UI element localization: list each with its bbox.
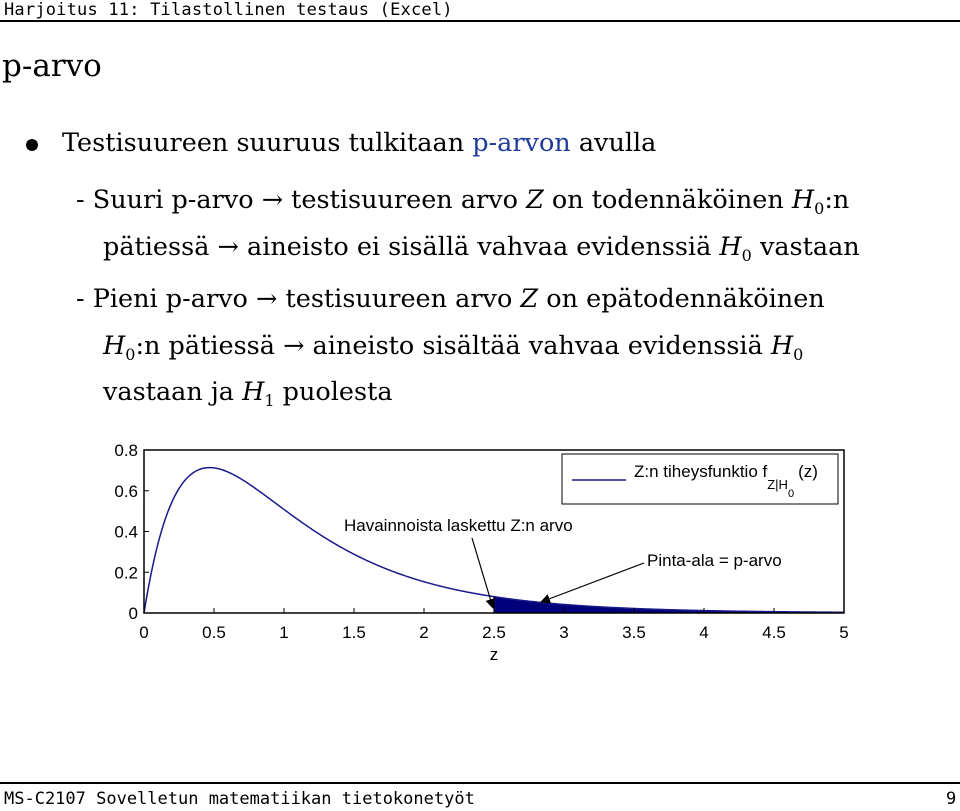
legend-label: Z:n tiheysfunktio $f_{Z|H0}(z)$ xyxy=(634,462,818,500)
slide-title: p-arvo xyxy=(2,48,102,84)
footer-course: MS-C2107 Sovelletun matematiikan tietokonetyöt xyxy=(4,789,475,809)
y-tick-label: 0.2 xyxy=(114,563,138,583)
legend xyxy=(562,454,838,504)
header-rule xyxy=(0,20,960,22)
x-tick-label: 5 xyxy=(839,623,849,642)
x-tick-label: 1.5 xyxy=(342,623,366,642)
x-tick-label: 4.5 xyxy=(762,623,786,642)
annotation-p-value-arrow xyxy=(541,563,644,602)
bullet-dot-icon xyxy=(26,139,38,151)
annotation-observed-value: Havainnoista laskettu Z:n arvo xyxy=(344,516,573,535)
y-tick-label: 0.6 xyxy=(114,481,138,501)
bullet-text-pre: Testisuureen suuruus tulkitaan xyxy=(62,128,473,158)
bullet-text xyxy=(62,128,656,158)
arrow-icon: → xyxy=(283,331,305,361)
x-tick-label: 0 xyxy=(139,623,149,642)
subpoint-2-line-2: $H_0:n$ pätiessä → aineisto sisältää vahvaa evidenssiä $H_0$ xyxy=(103,331,804,365)
arrow-icon: → xyxy=(256,284,278,314)
x-tick-label: 2 xyxy=(419,623,429,642)
density-chart xyxy=(0,430,960,680)
arrow-icon: → xyxy=(217,232,239,262)
header-title: Harjoitus 11: Tilastollinen testaus (Excel) xyxy=(4,0,453,20)
subpoint-2-line-1: - Pieni p-arvo → testisuureen arvo Z on epätodennäköinen xyxy=(76,284,825,314)
page-number: 9 xyxy=(946,789,957,809)
x-axis-label: z xyxy=(489,645,499,664)
subpoint-1-line-2: pätiessä → aineisto ei sisällä vahvaa evidenssiä $H_0$ vastaan xyxy=(103,232,860,266)
x-tick-label: 2.5 xyxy=(482,623,506,642)
subpoint-1-line-1: - Suuri p-arvo → testisuureen arvo Z on todennäköinen $H_0:n$ xyxy=(76,185,850,219)
y-tick-label: 0.4 xyxy=(114,522,138,542)
annotation-p-value: Pinta-ala = p-arvo xyxy=(647,551,782,570)
p-value-area xyxy=(494,597,844,613)
y-tick-label: 0 xyxy=(128,604,138,623)
annotation-observed-arrow xyxy=(472,538,493,608)
bullet-text-post: avulla xyxy=(570,128,657,158)
x-tick-label: 0.5 xyxy=(202,623,226,642)
x-tick-label: 4 xyxy=(699,623,709,642)
x-tick-label: 3 xyxy=(559,623,569,642)
p-value-highlight: p-arvon xyxy=(472,128,571,158)
y-tick-label: 0.8 xyxy=(114,441,138,460)
arrow-icon: → xyxy=(261,185,284,215)
x-tick-label: 3.5 xyxy=(622,623,646,642)
x-tick-label: 1 xyxy=(279,623,289,642)
subpoint-2-line-3: vastaan ja $H_1$ puolesta xyxy=(103,377,393,411)
footer-rule xyxy=(0,782,960,784)
